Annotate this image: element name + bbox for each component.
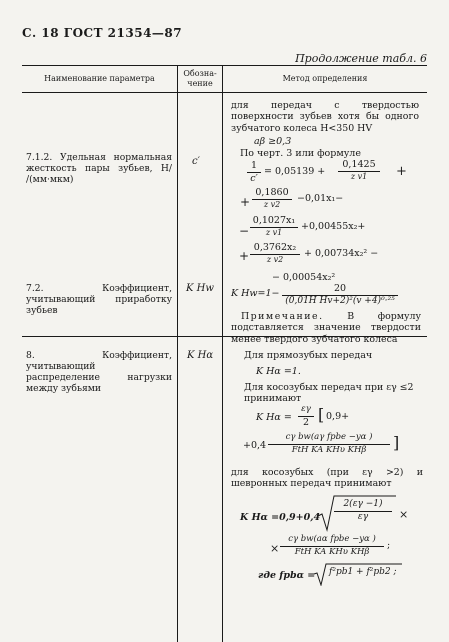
m8-f1-tail: 0,9+ — [326, 411, 350, 422]
f-t3-num: 0,1027x₁ — [252, 215, 296, 226]
m8-f5-rad: f²pb1 + f²pb2 ; — [329, 567, 397, 577]
f72-lhs: K Hw=1− — [231, 288, 280, 299]
m8-f5-lead: где fpbα = — [258, 570, 316, 581]
f-plus-2: + — [240, 195, 251, 209]
f-t3-after: +0,00455x₂+ — [301, 221, 366, 232]
method-7-1-2-note: По черт. 3 или формуле — [240, 148, 361, 159]
f-plus-4: + — [239, 249, 250, 263]
m8-f1-lhs: K Hα = — [256, 412, 292, 423]
m8-f4-semicolon: ; — [387, 540, 391, 551]
symbol-7-2: K Hw — [186, 283, 214, 294]
col-divider-1 — [177, 65, 178, 642]
col-head-param: Наименование параметра — [44, 74, 155, 83]
symbol-7-1-2: c′ — [192, 156, 200, 167]
m8-line3: Для косозубых передач при εγ ≤2 принимают — [244, 382, 414, 405]
m8-f4-times: × — [270, 542, 280, 555]
m8-line1: Для прямозубых передач — [244, 350, 373, 361]
m8-f3-num: 2(εγ −1) — [343, 499, 383, 509]
note-7-2-label: Примечание. — [241, 311, 324, 322]
f-t2-den: z v2 — [263, 200, 281, 209]
f-t2-num: 0,1860 — [255, 187, 289, 198]
f-t2-after: −0,01x₁− — [297, 193, 344, 204]
param-7-1-2: 7.1.2. Удельная нормальная жесткость пары зубьев, Н/ /(мм·мкм) — [26, 152, 172, 185]
col-head-symbol: Обозна- чение — [183, 69, 217, 88]
f-minus-3: − — [239, 224, 250, 238]
m8-f4-den: FtH KA KHυ KHβ — [294, 547, 370, 557]
m8-f2-den: FtH KA KHυ KHβ — [291, 445, 367, 455]
f-t1-den: z v1 — [350, 172, 368, 181]
m8-f3-lhs: K Hα =0,9+0,4 — [240, 512, 321, 523]
f-t4-num: 0,3762x₂ — [253, 242, 297, 253]
m8-f4-num: cγ bw(aα fpbe −yα ) — [288, 534, 376, 544]
table-head-rule — [22, 92, 427, 93]
m8-f1-num: εγ — [301, 404, 311, 414]
method-7-1-2-intro: для передач с твердостью поверхности зубьев хотя бы одного зубчатого колеса H<350 HV — [231, 100, 419, 134]
f-lhs-num: 1 — [250, 160, 258, 171]
note-7-2 — [231, 311, 421, 345]
m8-line2: K Hα =1. — [256, 366, 301, 377]
m8-f1-bracket: [ — [318, 405, 325, 424]
param-8: 8. Коэффициент, учитывающий распределение нагрузки между зубьями — [26, 350, 172, 394]
f-t3-den: z v1 — [265, 228, 283, 237]
f-eq: = 0,05139 + — [264, 166, 326, 177]
symbol-8: K Hα — [187, 350, 214, 361]
f-t4-den: z v2 — [266, 255, 284, 264]
m8-f1-den: 2 — [302, 417, 310, 428]
f-lhs-den: c′ — [250, 173, 258, 184]
m8-line4: для косозубых (при εγ >2) и шевронных передач принимают — [231, 467, 423, 490]
page-header: С. 18 ГОСТ 21354—87 — [22, 26, 183, 40]
method-7-1-2-condition: aβ ≥0,3 — [254, 136, 292, 147]
m8-f3-times: × — [399, 508, 409, 521]
f72-num: 20 — [333, 283, 347, 294]
f-t5: − 0,00054x₂² — [272, 272, 336, 283]
f-t4-after: + 0,00734x₂² − — [304, 248, 379, 259]
col-divider-2 — [222, 65, 223, 642]
param-7-2: 7.2. Коэффициент, учитывающий приработку зубьев — [26, 283, 172, 316]
m8-f2-bracket: ] — [393, 433, 400, 452]
f72-den: (0,01H Hv+2)²(v +4)⁰·²⁵ — [285, 296, 395, 306]
table-continuation: Продолжение табл. 6 — [295, 52, 427, 65]
col-head-method: Метод определения — [282, 74, 368, 83]
m8-f2-lead: +0,4 — [243, 440, 267, 451]
m8-f2-num: cγ bw(aγ fpbe −yα ) — [285, 432, 373, 442]
note-7-2-text: В формулу подставляется значение твердости менее твердого зубчатого колеса — [231, 311, 421, 345]
f-t1-num: 0,1425 — [342, 159, 376, 170]
f-plus-1: + — [396, 164, 407, 179]
m8-f3-den: εγ — [357, 512, 369, 522]
table-top-rule — [22, 65, 427, 66]
